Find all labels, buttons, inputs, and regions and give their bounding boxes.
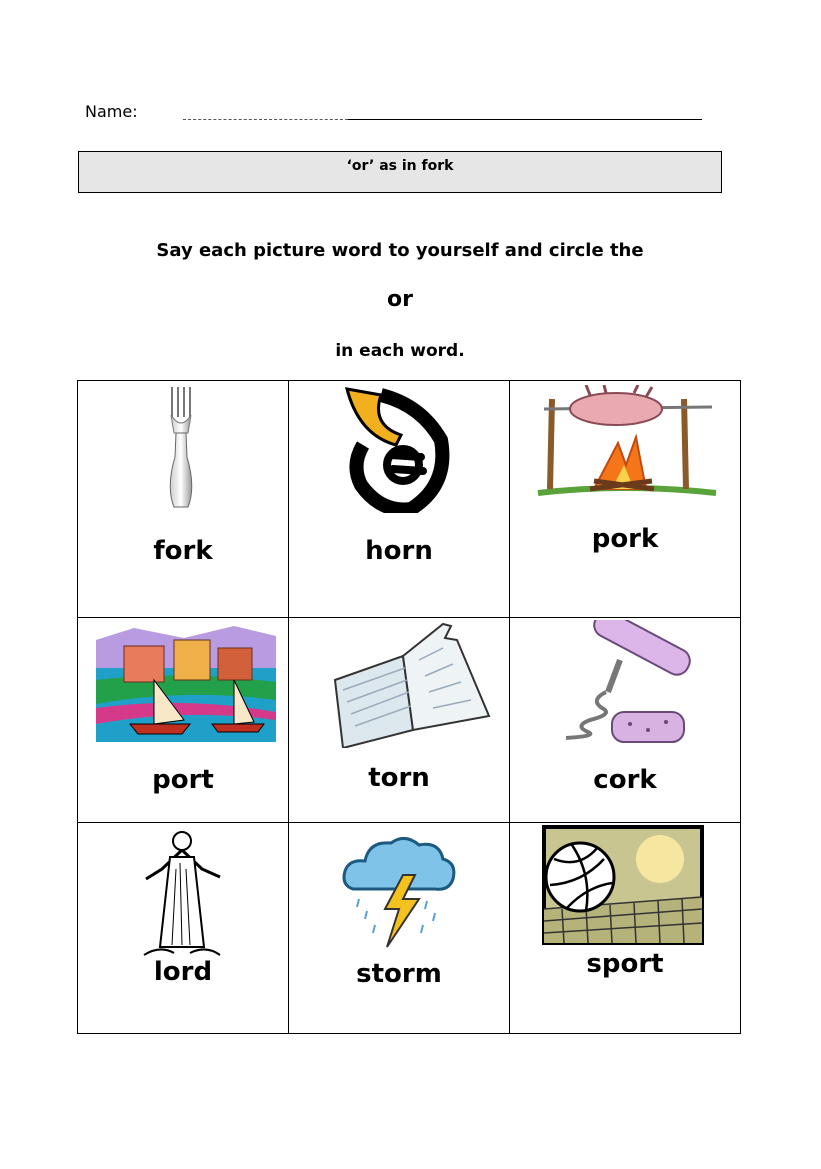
name-label: Name: (85, 102, 138, 121)
harbor-icon (94, 620, 278, 742)
word-label: port (152, 765, 214, 795)
card-horn (289, 381, 510, 618)
word-label: lord (153, 957, 213, 987)
word-label: sport (586, 949, 664, 979)
card-storm (289, 823, 510, 1034)
card-cork (510, 618, 741, 823)
card-port (78, 618, 289, 823)
instruction-line-2: or (387, 287, 413, 312)
name-line[interactable] (183, 119, 348, 120)
word-label: torn (368, 763, 430, 793)
lord-figure-icon (140, 829, 224, 957)
word-label: cork (593, 765, 657, 795)
word-label: pork (591, 524, 659, 554)
name-line-solid (348, 119, 702, 120)
instruction-line-1: Say each picture word to yourself and circle the (156, 240, 644, 261)
instruction-line-3: in each word. (335, 341, 465, 361)
card-torn (289, 618, 510, 823)
card-lord (78, 823, 289, 1034)
fork-icon (166, 387, 200, 511)
worksheet-title: ‘or’ as in fork (346, 158, 454, 174)
card-pork (510, 381, 741, 618)
card-sport (510, 823, 741, 1034)
volleyball-icon (542, 825, 704, 945)
corkscrew-icon (550, 620, 700, 744)
word-label: horn (365, 536, 433, 566)
word-label: fork (153, 536, 213, 566)
torn-book-icon (333, 620, 493, 748)
storm-cloud-icon (339, 829, 459, 949)
horn-icon (341, 385, 453, 513)
card-fork (78, 381, 289, 618)
picture-word-grid (77, 380, 741, 1034)
roast-pig-icon (534, 385, 720, 497)
title-box (78, 151, 722, 193)
word-label: storm (356, 959, 442, 989)
